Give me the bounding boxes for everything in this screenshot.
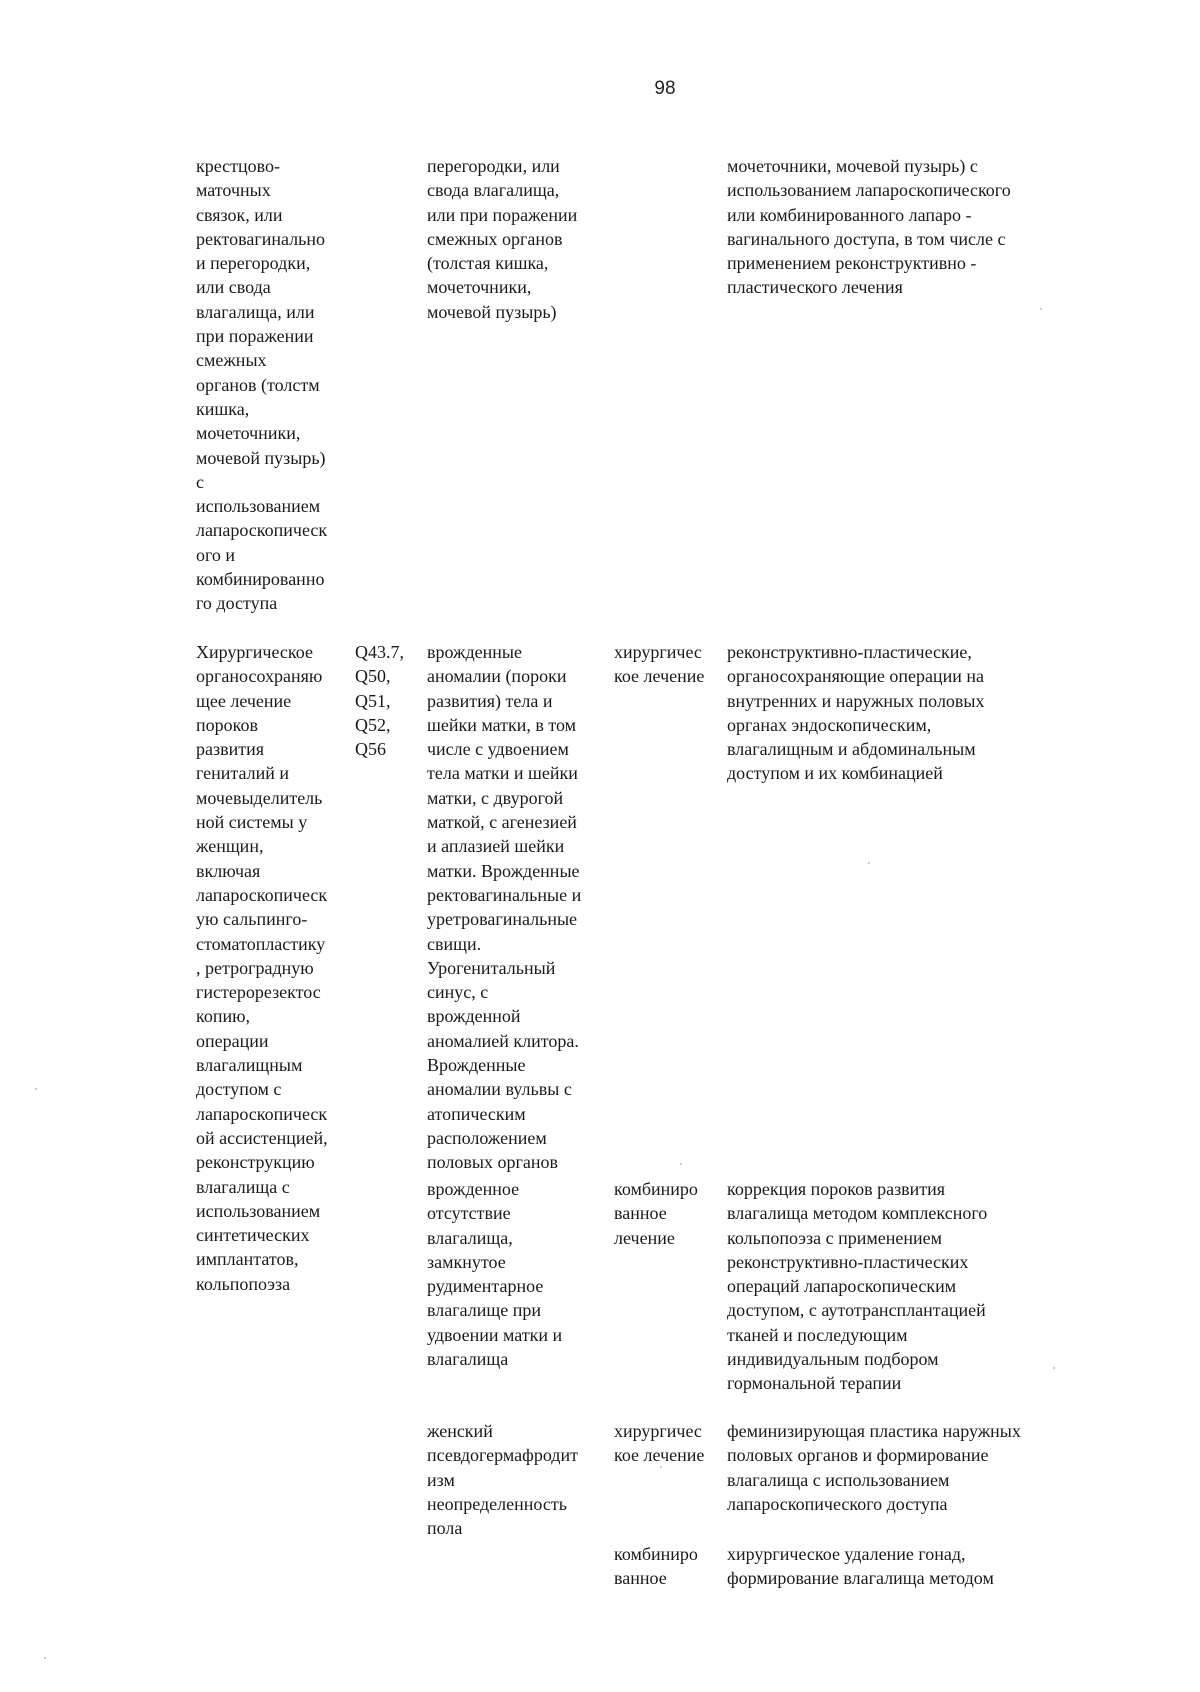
row5-col4: комбиниро ванное bbox=[614, 1544, 698, 1589]
row3-col3: врожденное отсутствие влагалища, замкнутое рудиментарное влагалище при удвоении матки и влагалища bbox=[427, 1179, 563, 1370]
row1-col1: крестцово- маточных связок, или ректовагинально и перегородки, или свода влагалища, или при поражении смежных органов (толстм кишка, мочеточники, мочевой пузырь) с использованием лапароскопическ ого и комбинированно го доступа bbox=[196, 156, 328, 614]
row4-col3: женский псевдогермафродит изм неопределенность пола bbox=[427, 1421, 578, 1539]
scan-speck bbox=[1040, 308, 1042, 310]
row4-col5: феминизирующая пластика наружных половых органов и формирование влагалища с использованием лапароскопического доступа bbox=[727, 1421, 1021, 1514]
scan-speck bbox=[1053, 1367, 1055, 1369]
row4-col4: хирургичес кое лечение bbox=[614, 1421, 705, 1466]
row1-col3: перегородки, или свода влагалища, или при поражении смежных органов (толстая кишка, мочеточники, мочевой пузырь) bbox=[427, 156, 578, 322]
row2-col5: реконструктивно-пластические, органосохраняющие операции на внутренних и наружных половых органах эндоскопическим, влагалищным и абдоминальным доступом и их комбинацией bbox=[727, 642, 985, 784]
row3-col4: комбиниро ванное лечение bbox=[614, 1179, 698, 1248]
row2-col4: хирургичес кое лечение bbox=[614, 642, 705, 687]
row2-col1: Хирургическое органосохраняю щее лечение пороков развития гениталий и мочевыделитель ной системы у женщин, включая лапароскопическ ую сальпинго- стоматопластику , ретроградную гистерорезектос копию, операции влагалищным доступом с лапароскопическ ой ассистенцией, реконструкцию влагалища с использованием синтетических имплантатов, кольпопоэза bbox=[196, 642, 328, 1294]
scan-speck bbox=[868, 862, 870, 864]
scan-speck bbox=[44, 1657, 46, 1659]
row2-col3: врожденные аномалии (пороки развития) тела и шейки матки, в том числе с удвоением тела матки и шейки матки, с двурогой маткой, с агенезией и аплазией шейки матки. Врожденные ректовагинальные и уретровагинальные свищи. Урогенитальный синус, с врожденной аномалией клитора. Врожденные аномалии вульвы с атопическим расположением половых органов bbox=[427, 642, 582, 1173]
scan-speck bbox=[660, 1466, 662, 1468]
scan-speck bbox=[680, 1163, 682, 1165]
row2-col2: Q43.7, Q50, Q51, Q52, Q56 bbox=[355, 642, 404, 760]
row5-col5: хирургическое удаление гонад, формирование влагалища методом bbox=[727, 1544, 994, 1589]
page-number: 98 bbox=[654, 78, 676, 99]
scan-speck bbox=[35, 1088, 37, 1090]
row1-col5: мочеточники, мочевой пузырь) с использованием лапароскопического или комбинированного лапаро - вагинального доступа, в том числе с применением реконструктивно - пластического лечения bbox=[727, 156, 1011, 298]
row3-col5: коррекция пороков развития влагалища методом комплексного кольпопоэза с применением реконструктивно-пластических операций лапароскопическим доступом, с аутотрансплантацией тканей и последующим индивидуальным подбором гормональной терапии bbox=[727, 1179, 988, 1394]
